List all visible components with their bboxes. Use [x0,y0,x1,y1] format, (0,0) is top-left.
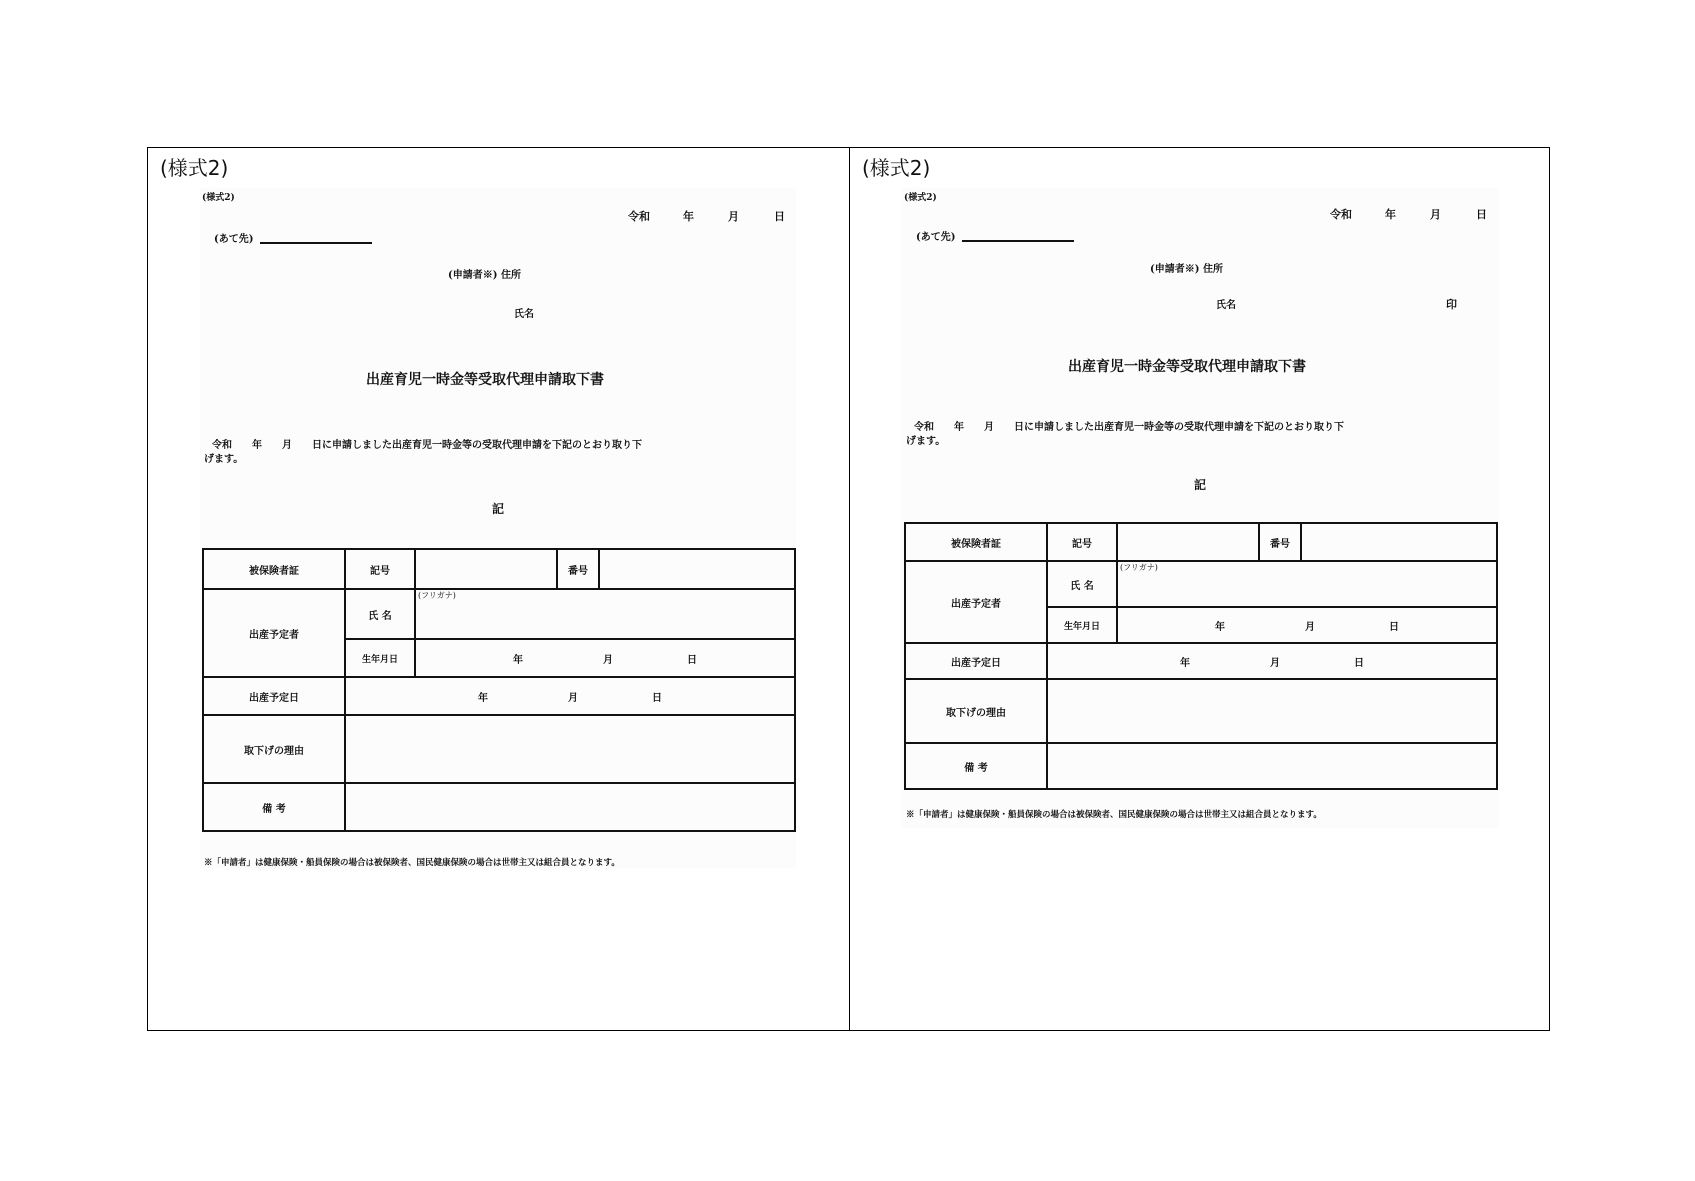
withdraw-reason-label: 取下げの理由 [905,679,1047,743]
birth-value [1117,607,1497,643]
date-month: 月 [1430,208,1441,221]
insured-card-label: 被保険者証 [905,523,1047,561]
table-row [203,589,795,639]
table-row [203,677,795,715]
number-value [1301,523,1497,561]
withdrawal-table [904,522,1498,790]
number-value [599,549,795,589]
applicant-name: 氏名 [1216,300,1236,311]
footnote: ※「申請者」は健康保険・船員保険の場合は被保険者、国民健康保険の場合は世帯主又は組合員となります。 [204,858,620,868]
applicant-name: 氏名 [514,309,534,320]
panel-label: (様式2) [862,156,931,180]
due-day: 日 [652,692,662,704]
remarks-value [345,783,795,831]
withdraw-reason-value [345,715,795,783]
applicant-address: (申請者※) 住所 [1150,264,1223,275]
due-month: 月 [568,692,578,704]
due-date-value [1047,643,1497,679]
table-row [203,715,795,783]
table-row [905,523,1497,561]
symbol-value [415,549,557,589]
birth-day: 日 [687,654,697,666]
number-label: 番号 [557,549,599,589]
recipient-underline [962,240,1074,242]
date-era: 令和 [628,210,650,223]
body-line-2: げます。 [906,436,946,447]
ki-mark: 記 [1194,478,1207,492]
birth-year: 年 [513,654,523,666]
withdraw-reason-label: 取下げの理由 [203,715,345,783]
date-era: 令和 [1330,208,1352,221]
symbol-label: 記号 [1047,523,1117,561]
panel-left [148,148,848,1030]
form-image [902,188,1498,828]
form-image [200,188,796,868]
panel-right [850,148,1550,1030]
applicant-address: (申請者※) 住所 [448,270,521,281]
table-row [905,743,1497,789]
due-date-label: 出産予定日 [905,643,1047,679]
remarks-label: 備 考 [203,783,345,831]
table-row [203,549,795,589]
name-label: 氏 名 [345,589,415,639]
furigana-label: (フリガナ) [1120,563,1158,572]
footnote: ※「申請者」は健康保険・船員保険の場合は被保険者、国民健康保険の場合は世帯主又は組合員となります。 [906,810,1322,820]
form-title: 出産育児一時金等受取代理申請取下書 [366,372,604,388]
name-value [1117,561,1497,607]
withdrawal-table [202,548,796,832]
body-line-1: 令和 年 月 日に申請しました出産育児一時金等の受取代理申請を下記のとおり取り下 [212,440,642,451]
panel-label: (様式2) [160,156,229,180]
birth-day: 日 [1389,621,1399,633]
date-year: 年 [1385,208,1396,221]
number-label: 番号 [1259,523,1301,561]
insured-card-label: 被保険者証 [203,549,345,589]
table-row [905,561,1497,607]
expectant-label: 出産予定者 [203,589,345,677]
due-date-value [345,677,795,715]
birth-month: 月 [603,654,613,666]
furigana-label: (フリガナ) [418,591,456,600]
table-row [203,783,795,831]
recipient-underline [260,242,372,244]
date-day: 日 [774,210,785,223]
form-title: 出産育児一時金等受取代理申請取下書 [1068,359,1306,375]
due-day: 日 [1354,657,1364,669]
symbol-value [1117,523,1259,561]
table-row [905,679,1497,743]
body-line-2: げます。 [204,454,244,465]
body-line-1: 令和 年 月 日に申請しました出産育児一時金等の受取代理申請を下記のとおり取り下 [914,422,1344,433]
ki-mark: 記 [492,502,505,516]
form-corner-label: (様式2) [202,193,235,203]
remarks-label: 備 考 [905,743,1047,789]
recipient-label: (あて先) [214,234,254,245]
table-row [905,643,1497,679]
name-value [415,589,795,639]
remarks-value [1047,743,1497,789]
document-frame [147,147,1550,1031]
due-year: 年 [1180,657,1190,669]
recipient-label: (あて先) [916,232,956,243]
date-year: 年 [683,210,694,223]
birth-month: 月 [1305,621,1315,633]
due-year: 年 [478,692,488,704]
date-day: 日 [1476,208,1487,221]
due-date-label: 出産予定日 [203,677,345,715]
form-corner-label: (様式2) [904,193,937,203]
birth-label: 生年月日 [345,639,415,677]
birth-label: 生年月日 [1047,607,1117,643]
withdraw-reason-value [1047,679,1497,743]
symbol-label: 記号 [345,549,415,589]
name-label: 氏 名 [1047,561,1117,607]
due-month: 月 [1270,657,1280,669]
expectant-label: 出産予定者 [905,561,1047,643]
birth-year: 年 [1215,621,1225,633]
seal-mark: 印 [1446,298,1457,311]
birth-value [415,639,795,677]
date-month: 月 [728,210,739,223]
